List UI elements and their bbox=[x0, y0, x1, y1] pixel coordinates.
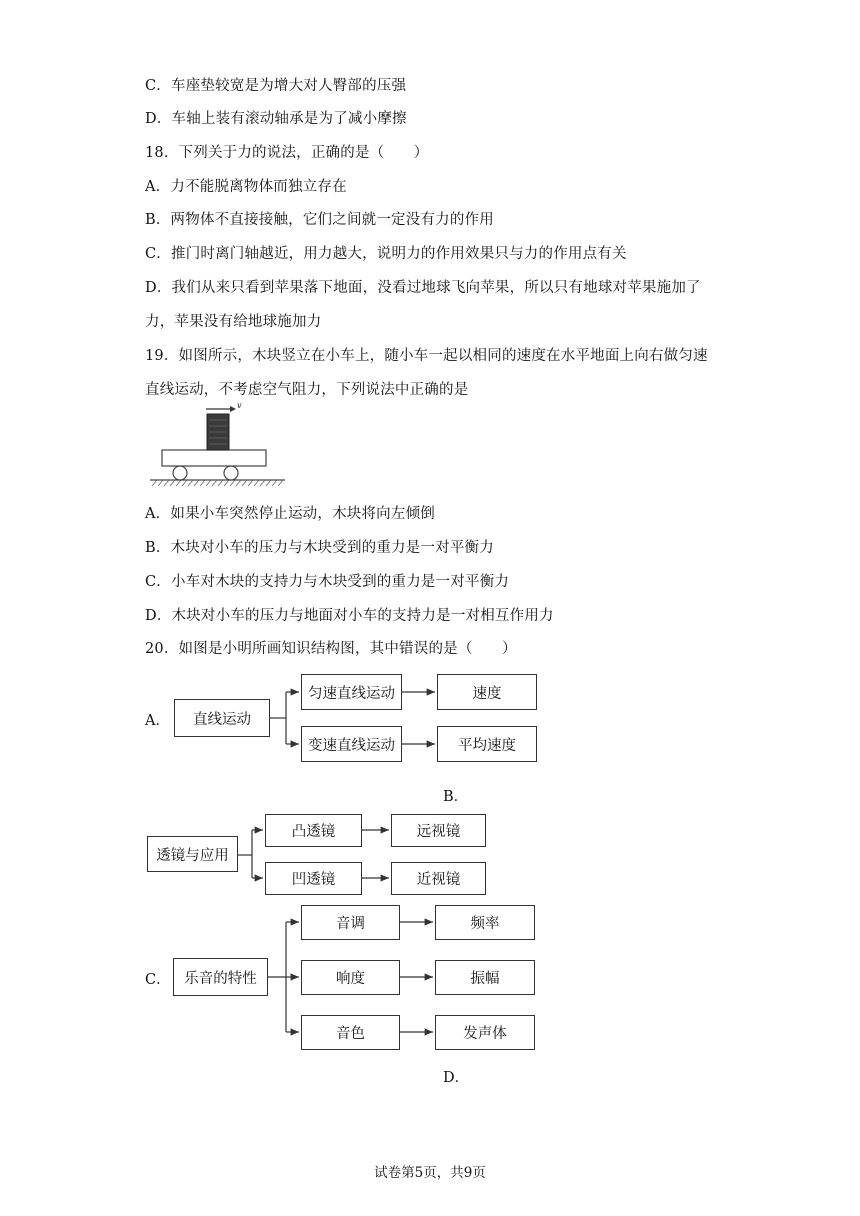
diagram-c-leaf-2: 振幅 bbox=[435, 960, 535, 995]
q19-stem-line1: 19．如图所示，木块竖立在小车上，随小车一起以相同的速度在水平地面上向右做匀速 bbox=[145, 348, 708, 364]
diagram-c-leaf-3: 发声体 bbox=[435, 1015, 535, 1050]
q17-option-c: C．车座垫较宽是为增大对人臀部的压强 bbox=[145, 78, 407, 94]
q19-option-b: B．木块对小车的压力与木块受到的重力是一对平衡力 bbox=[145, 540, 494, 556]
q17-option-d: D．车轴上装有滚动轴承是为了减小摩擦 bbox=[145, 111, 407, 127]
q18-option-b: B．两物体不直接接触，它们之间就一定没有力的作用 bbox=[145, 212, 494, 228]
q20-stem: 20．如图是小明所画知识结构图，其中错误的是（ ） bbox=[145, 641, 517, 657]
page-footer: 试卷第5页，共9页 bbox=[374, 1165, 486, 1181]
diagram-a-leaf-2: 平均速度 bbox=[437, 726, 537, 762]
diagram-b-label: B． bbox=[443, 789, 469, 805]
diagram-a-label: A． bbox=[145, 713, 170, 729]
q18-option-c: C．推门时离门轴越近，用力越大，说明力的作用效果只与力的作用点有关 bbox=[145, 246, 627, 262]
diagram-b-root: 透镜与应用 bbox=[147, 836, 238, 872]
diagram-b-leaf-2: 近视镜 bbox=[391, 862, 486, 895]
q19-stem-line2: 直线运动，不考虑空气阻力，下列说法中正确的是 bbox=[145, 382, 469, 398]
diagram-a-root: 直线运动 bbox=[174, 699, 270, 737]
q19-option-d: D．木块对小车的压力与地面对小车的支持力是一对相互作用力 bbox=[145, 608, 554, 624]
diagram-b-leaf-1: 远视镜 bbox=[391, 814, 486, 847]
diagram-b-branch-1: 凸透镜 bbox=[265, 814, 362, 847]
q18-stem: 18．下列关于力的说法，正确的是（ ） bbox=[145, 145, 429, 161]
q18-option-d-line1: D．我们从来只看到苹果落下地面，没看过地球飞向苹果，所以只有地球对苹果施加了 bbox=[145, 280, 701, 296]
diagram-d-label: D． bbox=[443, 1070, 470, 1086]
diagram-c-label: C． bbox=[145, 972, 171, 988]
diagram-b-branch-2: 凹透镜 bbox=[265, 862, 362, 895]
diagram-a-branch-2: 变速直线运动 bbox=[301, 726, 402, 762]
diagram-a-branch-1: 匀速直线运动 bbox=[301, 674, 402, 710]
diagram-c-branch-3: 音色 bbox=[301, 1015, 400, 1050]
diagram-c-leaf-1: 频率 bbox=[435, 905, 535, 940]
diagram-c-branch-2: 响度 bbox=[301, 960, 400, 995]
q19-option-c: C．小车对木块的支持力与木块受到的重力是一对平衡力 bbox=[145, 574, 510, 590]
diagram-a-leaf-1: 速度 bbox=[437, 674, 537, 710]
velocity-label: v bbox=[237, 401, 242, 410]
q18-option-d-line2: 力，苹果没有给地球施加力 bbox=[145, 314, 322, 330]
q18-option-a: A．力不能脱离物体而独立存在 bbox=[145, 179, 347, 195]
diagram-c-root: 乐音的特性 bbox=[173, 958, 268, 996]
q19-option-a: A．如果小车突然停止运动，木块将向左倾倒 bbox=[145, 506, 435, 522]
diagram-c-branch-1: 音调 bbox=[301, 905, 400, 940]
